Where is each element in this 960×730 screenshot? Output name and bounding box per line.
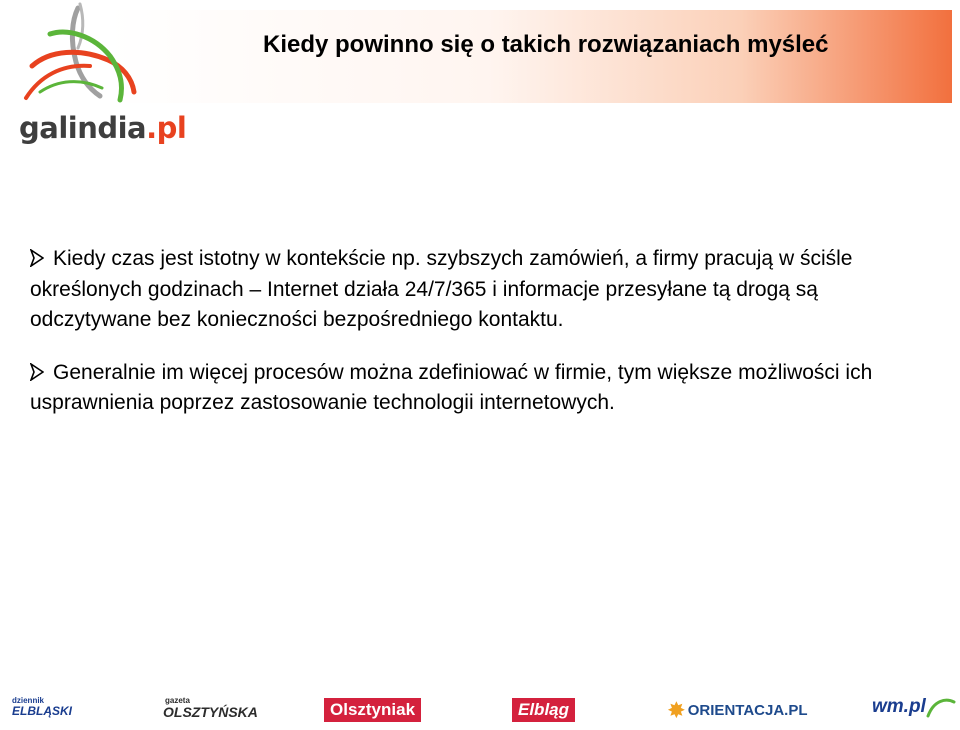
dziennik-elblaski-logo <box>12 697 72 730</box>
wmpl-leaf-icon <box>926 696 956 718</box>
logo-tld: .pl <box>146 111 187 145</box>
footer-sponsor-logos <box>0 690 960 725</box>
elblaski-label: ELBLĄSKI <box>12 704 72 718</box>
gazeta-label: gazeta <box>165 696 190 705</box>
bullet-text: Kiedy czas jest istotny w kontekście np. szybszych zamówień, a firmy pracują w ściśle określonych godzinach – Internet działa 24/7/365 i informacje przesyłane tą drogą są odczytywane bez konieczności bezpośredniego kontaktu. <box>30 247 853 331</box>
logo-name: galindia <box>19 111 147 145</box>
dziennik-label: dziennik <box>12 696 45 705</box>
wmpl-label: wm.pl <box>872 696 926 717</box>
olsztyniak-logo: Olsztyniak <box>324 698 421 722</box>
bullet-item <box>30 358 935 419</box>
galindia-swirl-logo-icon <box>10 0 150 110</box>
arrowhead-bullet-icon <box>30 363 44 381</box>
slide-content <box>30 244 935 419</box>
bullet-item <box>30 244 935 336</box>
wmpl-logo <box>872 692 956 722</box>
gazeta-olsztynska-logo <box>163 696 258 729</box>
orientacja-label: ORIENTACJA.PL <box>687 701 808 719</box>
galindia-logo <box>10 0 187 160</box>
orientacja-logo <box>668 698 808 722</box>
elblag-logo: Elbląg <box>512 698 575 722</box>
orientacja-star-icon: ✸ <box>668 699 685 722</box>
bullet-text: Generalnie im więcej procesów można zdefiniować w firmie, tym większe możliwości ich usprawnienia poprzez zastosowanie technologii internetowych. <box>30 360 873 414</box>
slide-title: Kiedy powinno się o takich rozwiązaniach myśleć <box>263 31 829 58</box>
galindia-wordmark <box>19 111 186 145</box>
olsztynska-label: OLSZTYŃSKA <box>163 704 258 720</box>
arrowhead-bullet-icon <box>30 249 44 267</box>
